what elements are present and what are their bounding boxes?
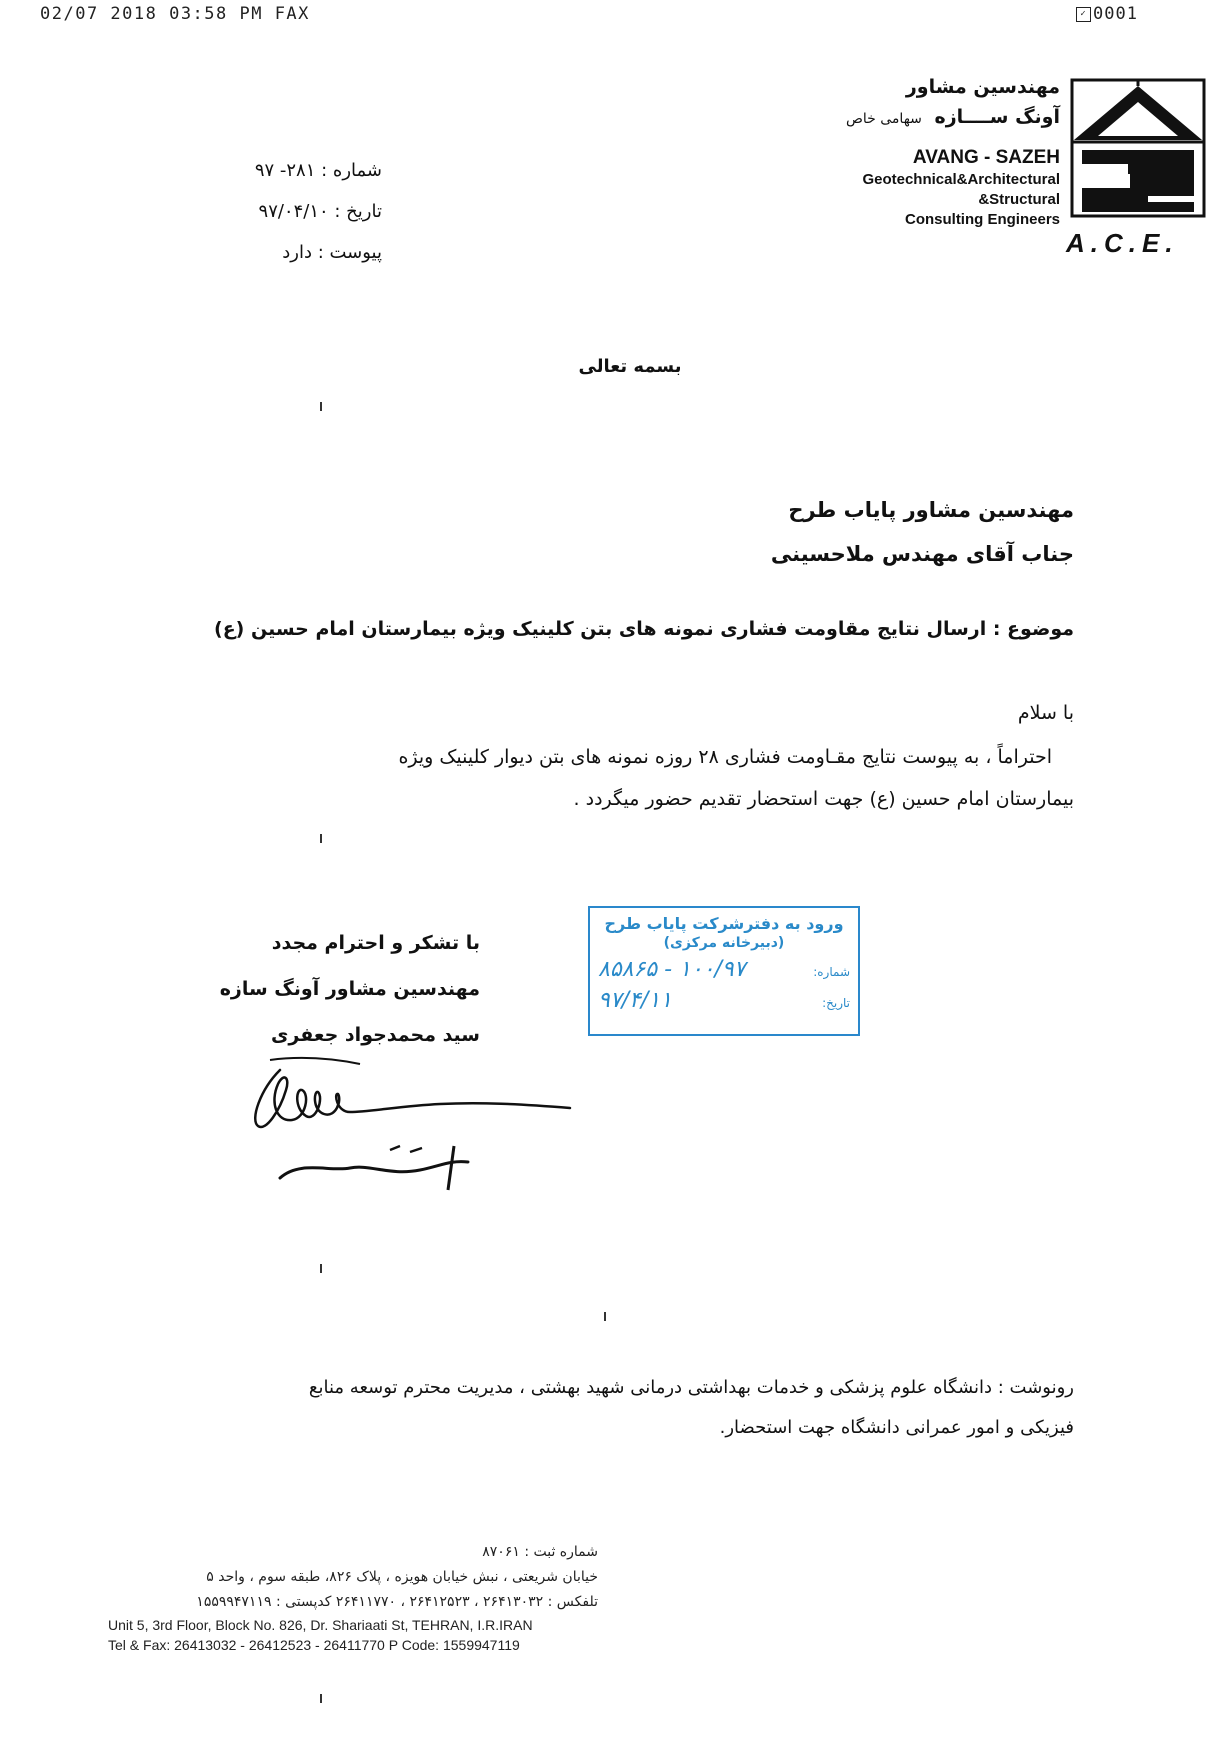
- closing-thanks: با تشکر و احترام مجدد: [271, 932, 480, 954]
- footer-tel-en: Tel & Fax: 26413032 - 26412523 - 26411770 P Code: 1559947119: [108, 1637, 520, 1653]
- company-logo-icon: [1070, 78, 1206, 218]
- stamp-number-value: ۱۰۰/۹۷ - ۸۵۸۶۵: [598, 957, 746, 982]
- company-name-en: [740, 146, 1060, 230]
- company-name-fa: [740, 72, 1060, 134]
- stamp-number-row: [598, 957, 850, 982]
- received-stamp: [588, 906, 860, 1036]
- letter-subject: موضوع : ارسال نتایج مقاومت فشاری نمونه های بتن کلینیک ویژه بیمارستان امام حسین (ع): [214, 618, 1074, 640]
- company-line1: مهندسین مشاور: [905, 76, 1060, 98]
- bismillah-heading: بسمه تعالی: [578, 356, 682, 377]
- closing-company: مهندسین مشاور آونگ سازه: [219, 978, 480, 1000]
- stamp-date-label: تاریخ:: [822, 996, 850, 1010]
- stamp-number-label: شماره:: [813, 965, 850, 979]
- fax-page-icon: ✓: [1076, 7, 1091, 22]
- fax-page-number: [1076, 4, 1138, 24]
- fax-header: 02/07 2018 03:58 PM FAX: [40, 4, 310, 24]
- closing-block: [180, 920, 480, 1058]
- recipient-person: جناب آقای مهندس ملاحسینی: [770, 542, 1074, 566]
- recipient-company: مهندسین مشاور پایاب طرح: [788, 498, 1074, 522]
- fax-mark: [320, 1264, 322, 1273]
- footer-registration: شماره ثبت : ۸۷۰۶۱: [482, 1544, 598, 1560]
- fax-mark: [320, 1694, 322, 1703]
- company-en-line4: Consulting Engineers: [904, 211, 1060, 228]
- letter-greeting: با سلام: [1017, 702, 1074, 724]
- stamp-date-value: ۹۷/۴/۱۱: [598, 988, 672, 1013]
- cc-line2: فیزیکی و امور عمرانی دانشگاه جهت استحضار.: [719, 1417, 1074, 1438]
- stamp-date-row: [598, 988, 850, 1013]
- footer-address-fa: خیابان شریعتی ، نبش خیابان هویزه ، پلاک ۸۲۶، طبقه سوم ، واحد ۵: [206, 1569, 598, 1585]
- company-en-line3: &Structural: [978, 191, 1060, 208]
- stamp-subtitle: (دبیرخانه مرکزی): [663, 935, 785, 951]
- footer-tel-fa: تلفکس : ۲۶۴۱۳۰۳۲ ، ۲۶۴۱۲۵۲۳ ، ۲۶۴۱۱۷۷۰ کدپستی : ۱۵۵۹۹۴۷۱۱۹: [196, 1594, 598, 1610]
- signature-icon: [240, 1050, 580, 1200]
- company-logo-text: A.C.E.: [1066, 228, 1179, 258]
- body-line2: بیمارستان امام حسین (ع) جهت استحضار تقدیم حضور میگردد .: [573, 788, 1074, 810]
- company-en-line2: Geotechnical&Architectural: [862, 171, 1060, 188]
- carbon-copy: [194, 1368, 1074, 1448]
- company-en-name: AVANG - SAZEH: [912, 147, 1060, 168]
- letter-attachment: پیوست : دارد: [282, 242, 382, 263]
- letter-body: [172, 736, 1074, 820]
- letter-number: شماره : ۲۸۱- ۹۷: [254, 160, 382, 181]
- letter-date: تاریخ : ۹۷/۰۴/۱۰: [258, 201, 382, 222]
- fax-mark: [604, 1312, 606, 1321]
- fax-page-value: 0001: [1093, 4, 1138, 24]
- letter-footer: [108, 1540, 598, 1655]
- company-brand: آونگ ســــازه: [934, 106, 1060, 128]
- recipient-block: [474, 488, 1074, 576]
- fax-mark: [320, 402, 322, 411]
- company-type: سهامی خاص: [845, 111, 922, 127]
- fax-mark: [320, 834, 322, 843]
- cc-line1: رونوشت : دانشگاه علوم پزشکی و خدمات بهداشتی درمانی شهید بهشتی ، مدیریت محترم توسعه منابع: [308, 1377, 1074, 1398]
- letter-meta: [210, 150, 382, 273]
- stamp-title: ورود به دفترشرکت پایاب طرح: [604, 914, 844, 933]
- footer-address-en: Unit 5, 3rd Floor, Block No. 826, Dr. Shariaati St, TEHRAN, I.R.IRAN: [108, 1617, 533, 1633]
- company-line2: [740, 102, 1060, 134]
- body-line1: احتراماً ، به پیوست نتایج مقـاومت فشاری ۲۸ روزه نمونه های بتن دیوار کلینیک ویژه: [398, 746, 1052, 768]
- closing-signer: سید محمدجواد جعفری: [270, 1024, 480, 1046]
